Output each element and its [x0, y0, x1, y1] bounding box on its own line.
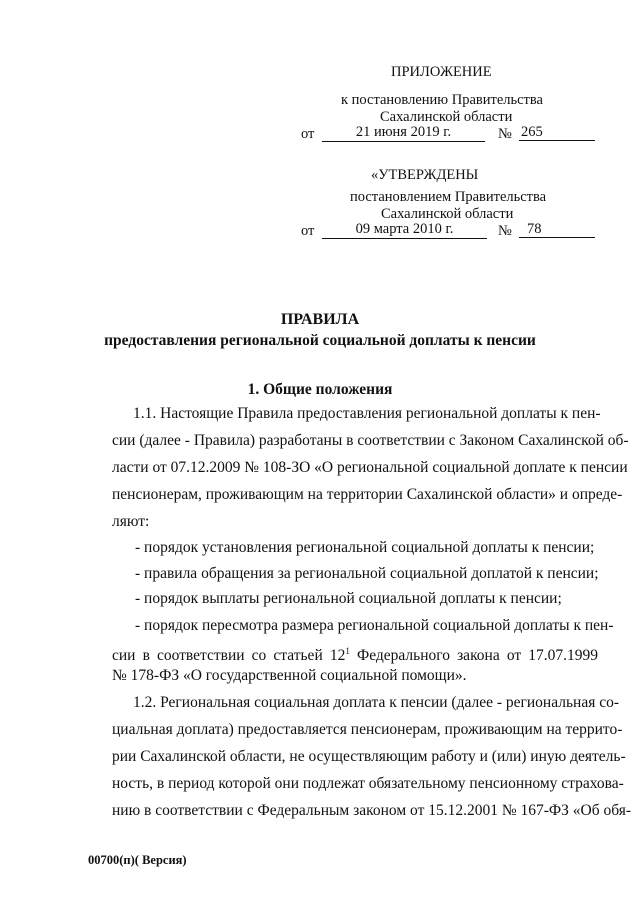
paragraph-line: нию в соответствии с Федеральным законом от 15.12.2001 № 167-ФЗ «Об обя-	[112, 802, 632, 819]
paragraph-line: ляют:	[112, 513, 150, 530]
approved-date: 09 марта 2010 г.	[322, 221, 487, 239]
approved-by-resolution: постановлением Правительства	[350, 189, 547, 205]
approved-number: 78	[519, 221, 595, 238]
number-label: №	[498, 126, 512, 142]
paragraph-line: сии (далее - Правила) разработаны в соответствии с Законом Сахалинской об-	[112, 432, 629, 449]
document-title: ПРАВИЛА	[280, 311, 360, 328]
document-code-text: 00700(п)( Версия)	[88, 853, 187, 867]
from-label: от	[301, 126, 315, 142]
list-item: - порядок пересмотра размера региональной социальной доплаты к пен-	[135, 617, 614, 634]
resolution-number: 265	[519, 124, 595, 141]
paragraph-line: пенсионерам, проживающим на территории Сахалинской области» и опреде-	[112, 486, 623, 503]
appendix-title: ПРИЛОЖЕНИЕ	[391, 64, 492, 80]
document-code	[88, 853, 187, 868]
paragraph-line: рии Сахалинской области, не осуществляющим работу и (или) иную деятель-	[112, 748, 626, 765]
section-heading: 1. Общие положения	[247, 381, 393, 398]
region-text: Сахалинской области	[380, 109, 513, 125]
approved-region: Сахалинской области	[381, 206, 514, 222]
to-resolution-text: к постановлению Правительства	[341, 92, 543, 108]
document-subtitle: предоставления региональной социальной доплаты к пенсии	[104, 332, 536, 349]
approved-title: «УТВЕРЖДЕНЫ	[371, 167, 479, 183]
list-item-continuation: № 178-ФЗ «О государственной социальной помощи».	[112, 667, 467, 684]
paragraph-line: ность, в период которой они подлежат обязательному пенсионному страхова-	[112, 775, 624, 792]
list-item-text: Федерального закона от 17.07.1999	[349, 647, 599, 665]
list-item: - порядок выплаты региональной социальной доплаты к пенсии;	[135, 590, 562, 607]
list-item: - порядок установления региональной социальной доплаты к пенсии;	[135, 539, 595, 556]
paragraph-line: 1.1. Настоящие Правила предоставления региональной доплаты к пен-	[133, 405, 601, 422]
paragraph-line: циальная доплата) предоставляется пенсионерам, проживающим на террито-	[112, 721, 623, 738]
paragraph-line: 1.2. Региональная социальная доплата к пенсии (далее - региональная со-	[133, 694, 620, 711]
list-item-text: сии в соответствии со статьей 12	[112, 647, 346, 665]
list-item: - правила обращения за региональной социальной доплатой к пенсии;	[135, 565, 599, 582]
approved-from-label: от	[301, 223, 315, 239]
list-item-continuation	[112, 641, 598, 666]
approved-number-label: №	[498, 223, 512, 239]
paragraph-line: ласти от 07.12.2009 № 108-ЗО «О региональной социальной доплате к пенсии	[112, 459, 628, 476]
resolution-date: 21 июня 2019 г.	[322, 124, 485, 142]
superscript: 1	[345, 646, 350, 656]
